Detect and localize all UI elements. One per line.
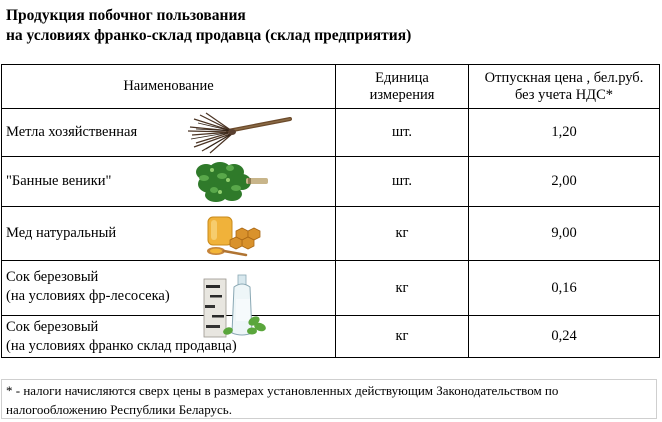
title-line-1: Продукция побочног пользования: [6, 7, 246, 24]
table-header-row: [2, 65, 660, 109]
row-name-line-1: Сок березовый: [6, 319, 99, 335]
broom-icon: [188, 111, 292, 155]
footnote-line-2: налогообложению Республики Беларусь.: [6, 402, 232, 417]
table-row: [2, 261, 660, 316]
title-line-2: на условиях франко-склад продавца (склад предприятия): [6, 27, 412, 44]
price-table: [1, 64, 660, 358]
row-name: "Банные веники": [6, 173, 112, 189]
row-name-cell: [2, 109, 336, 157]
header-price: Отпускная цена , бел.руб. без учета НДС*: [469, 65, 660, 109]
honey-icon: [202, 211, 264, 257]
row-name: Метла хозяйственная: [6, 124, 138, 140]
table-row: [2, 109, 660, 157]
table-row: [2, 207, 660, 261]
row-unit: шт.: [336, 157, 469, 207]
row-unit: шт.: [336, 109, 469, 157]
header-unit: Единица измерения: [336, 65, 469, 109]
row-name-line-2: (на условиях франко склад продавца): [6, 338, 237, 354]
row-name-cell: [2, 157, 336, 207]
row-unit: кг: [336, 261, 469, 316]
table-row: [2, 316, 660, 358]
row-price: 9,00: [469, 207, 660, 261]
row-name: Мед натуральный: [6, 225, 117, 241]
row-name-line-1: Сок березовый: [6, 269, 99, 285]
page-title: [6, 6, 411, 46]
row-unit: кг: [336, 207, 469, 261]
row-name-cell: [2, 207, 336, 261]
row-name-cell: [2, 261, 336, 316]
row-price: 0,24: [469, 316, 660, 358]
row-price: 0,16: [469, 261, 660, 316]
footnote-line-1: * - налоги начисляются сверх цены в размерах установленных действующим Законодательством по: [6, 383, 559, 398]
row-unit: кг: [336, 316, 469, 358]
row-price: 2,00: [469, 157, 660, 207]
row-name-line-2: (на условиях фр-лесосека): [6, 288, 170, 304]
tax-footnote: [1, 379, 657, 419]
header-name: Наименование: [2, 65, 336, 109]
row-name-cell: [2, 316, 336, 358]
row-price: 1,20: [469, 109, 660, 157]
table-row: [2, 157, 660, 207]
bath-broom-icon: [192, 160, 272, 204]
